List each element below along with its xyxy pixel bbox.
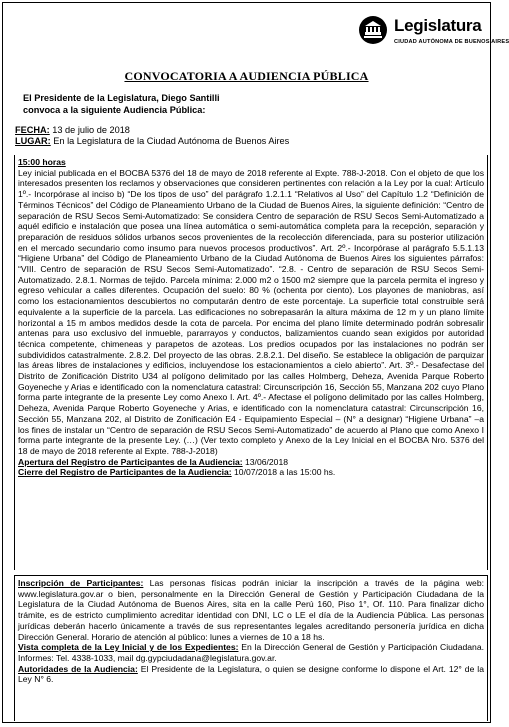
apertura-value: 13/06/2018 [242,456,289,467]
autoridades-label: Autoridades de la Audiencia: [18,663,138,674]
vista-label: Vista completa de la Ley Inicial y de los Expedientes: [18,642,239,653]
fecha-label: FECHA: [15,125,50,135]
vista-text: En la Dirección General de Gestión y Participación Ciudadana. Informes: Tel. 4338-1033, mail dg.gypciudadana@legislatura.gov.ar. [18,642,484,663]
legislatura-logo [358,15,509,55]
info-box [14,575,488,721]
lugar-row [15,136,480,147]
intro-line-1: El Presidente de la Legislatura, Diego Santilli [23,93,220,103]
law-text: Ley inicial publicada en el BOCBA 5376 del 18 de mayo de 2018 referente al Expte. 788-J-2018. Con el objeto de que los interesados presenten los reclamos y observaciones que consideren pertinentes con relación a la Ley por la cual: Artículo 1º.- Incorpórase al inciso b) “De los tipos de uso” del parágrafo 1.2.1.1 “Relativos al Uso” del Capítulo 1.2 “Definición de Términos Técnicos” del Código de Planeamiento Urbano de la Ciudad de Buenos Aires, la siguiente definición: “Centro de separación de RSU Secos Semi-Automatizado: Se considera Centro de separación de RSU Secos Semi-Automatizado a aquél edificio e instalación que posea una línea automática o semi-automática completa para la recepción, separación y preparación de residuos sólidos urbanos secos provenientes de la recolección diferenciada, para su posterior utilización en el mercado secundario como insumo para nuevos procesos productivos”. Art. 2º.- Incorpórase al parágrafo 5.5.1.13 “Higiene Urbana” del Código de Planeamiento Urbano de la Ciudad Autónoma de Buenos Aires los siguientes párrafos: “VIII. Centro de separación de RSU Secos Semi-Automatizado”. “2.8. - Centro de separación de RSU Secos Semi-Automatizado. 2.8.1. Normas de tejido. Parcela mínima: 2.000 m2 o 1500 m2 siempre que la parcela permita el ingreso y egreso vehicular a calles diferentes. Ocupación del suelo: 80 % (ochenta por ciento). Los playones de maniobras, así como los estacionamientos descubiertos no computarán dentro de este porcentaje. La superficie total construible será equivalente a la superficie de la parcela. Las edificaciones no sobrepasarán la altura máxima de 12 m y un plano límite horizontal a 15 m ambos medidos desde la cota de parcela. Por encima del plano límite determinado podrán sobresalir antenas para uso exclusivo del inmueble, pararrayos y conductos, balizamientos cuando sean exigidos por autoridad técnica competente, chimeneas y parapetos de azoteas. Los predios ocupados por las instalaciones no podrán ser subdivididos catastralmente. 2.8.2. Del proyecto de las obras. 2.8.2.1. Del diseño. Se establece la obligación de parquizar las áreas libres de instalaciones y edificios, incluyendose los estacionamientos a cielo abierto”. Art. 3º.- Desafectase del Distrito de Zonificación Distrito U34 al polígono delimitado por las calles Holmberg, Deheza, Avenida Parque Roberto Goyeneche y Arias e identificado con la nomenclatura catastral: Circunscripción 16, Sección 55, Manzana 202 cuyo Plano forma parte integrante de la presente Ley como Anexo I. Art. 4º.- Afectase el polígono delimitado por las calles Holmberg, Deheza, Avenida Parque Roberto Goyeneche y Arias, e identificado con la nomenclatura catastral: Circunscripción 16, Sección 55, Manzana 202, al Distrito de Zonificación E4 - Equipamiento Especial – (N° a designar) “Higiene Urbana” –a los fines de instalar un “Centro de separación de RSU Secos Semi-Automatizado” de acuerdo al Plano que como Anexo I forma parte integrante de la presente Ley. (…) (Ver texto completo y Anexo de la Ley Inicial en el BOCBA Nro. 5376 del 18 de mayo de 2018 referente al Expte. 788-J-2018) [18,167,484,456]
session-hour [18,157,484,168]
intro-line-2: convoca a la siguiente Audiencia Pública: [23,105,206,115]
page-title: CONVOCATORIA A AUDIENCIA PÚBLICA [124,69,369,83]
inscripcion-text: Las personas físicas podrán iniciar la inscripción a través de la página web: www.legislatura.gov.ar o bien, personalmente en la Dirección General de Gestión y Participación Ciudadana de la Legislatura de la Ciudad Autónoma de Buenos Aires, sita en la calle Perú 160, Piso 1°, Of. 110. Para finalizar dicho trámite, es de estricto cumplimiento acreditar identidad con DNI, LC o LE el día de la Audiencia Pública. Las personas jurídicas deberán hacerlo únicamente a través de sus representantes legales acreditando personería jurídica en dicha Dirección General. Horario de atención al público: lunes a viernes de 10 a 18 hs. [18,578,485,642]
header [3,3,509,61]
logo-title: Legislatura [394,16,482,35]
apertura-row [18,457,484,468]
date-place [15,125,480,147]
vista-paragraph [18,642,484,663]
lugar-value: En la Legislatura de la Ciudad Autónoma de Buenos Aires [50,136,290,146]
logo-subtitle: CIUDAD AUTÓNOMA DE BUENOS AIRES [394,39,509,45]
fecha-row [15,125,480,136]
lugar-label: LUGAR: [15,136,51,146]
session-box [14,155,488,570]
cierre-row [18,467,484,478]
cierre-label: Cierre del Registro de Participantes de la Audiencia: [18,467,232,478]
hour-label: 15:00 horas [18,157,66,167]
inscripcion-paragraph [18,578,484,642]
notice-page [2,2,509,723]
inscripcion-label: Inscripción de Participantes: [18,578,144,588]
legislatura-seal-icon [358,15,388,45]
cierre-value: 10/07/2018 a las 15:00 hs. [231,467,336,478]
autoridades-text: El Presidente de la Legislatura, o quien se designe conforme lo dispone el Art. 12° de la Ley N° 6. [18,663,484,685]
apertura-label: Apertura del Registro de Participantes de la Audiencia: [18,456,243,467]
autoridades-paragraph [18,664,484,685]
fecha-value: 13 de julio de 2018 [49,125,130,135]
intro [23,92,463,116]
